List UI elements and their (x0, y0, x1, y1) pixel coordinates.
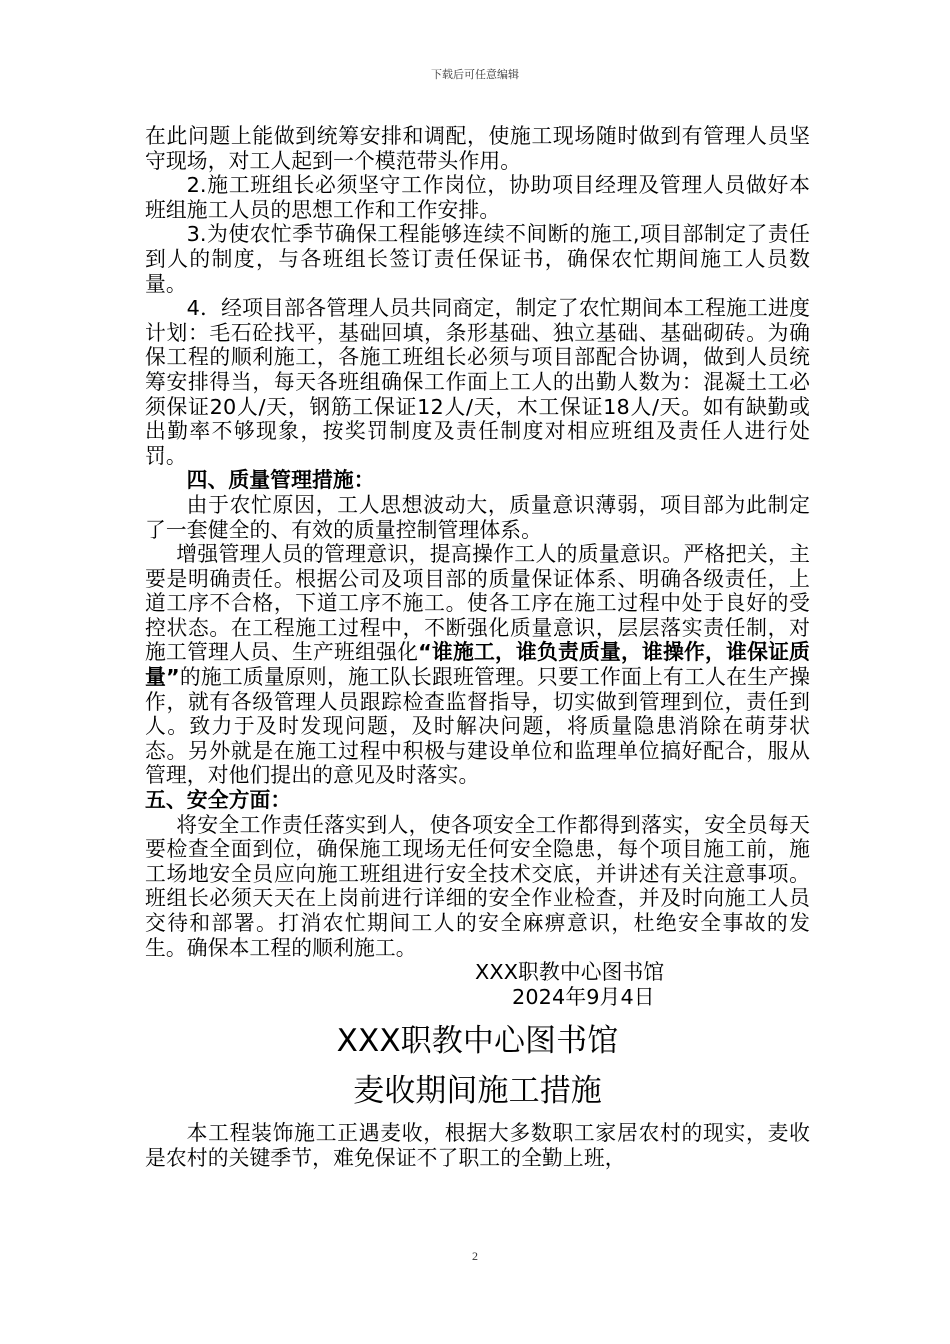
signature-date: 2024年9月4日 (512, 984, 655, 1009)
paragraph: 本工程装饰施工正遇麦收，根据大多数职工家居农村的现实，麦收是农村的关键季节，难免保证不了职工的全勤上班， (145, 1121, 810, 1170)
page-header: 下载后可任意编辑 (431, 68, 519, 81)
paragraph-text: 的施工质量原则，施工队长跟班管理。只要工作面上有工人在生产操作，就有各级管理人员跟踪检查监督指导，切实做到管理到位，责任到人。致力于及时发现问题，及时解决问题，将质量隐患消除在萌芽状态。另外就是在施工过程中积极与建设单位和监理单位搞好配合，服从管理，对他们提出的意见及时落实。 (145, 665, 810, 788)
quality-slogan: “谁施工，谁负责质量，谁操作，谁保证质量” (145, 640, 810, 690)
section-heading-safety: 五、安全方面： (145, 788, 292, 813)
section-heading-quality: 四、质量管理措施： (186, 468, 375, 493)
paragraph: 2.施工班组长必须坚守工作岗位，协助项目经理及管理人员做好本班组施工人员的思想工作和工作安排。 (145, 173, 810, 222)
paragraph: 将安全工作责任落实到人，使各项安全工作都得到落实，安全员每天要检查全面到位，确保施工现场无任何安全隐患，每个项目施工前，施工场地安全员应向施工班组进行安全技术交底，并讲述有关注意事项。班组长必须天天在上岗前进行详细的安全作业检查，并及时向施工人员交待和部署。打消农忙期间工人的安全麻痹意识，杜绝安全事故的发生。确保本工程的顺利施工。 (145, 812, 810, 960)
page-number: 2 (472, 1249, 478, 1263)
document-title: XXX职教中心图书馆 (336, 1023, 619, 1060)
paragraph: 由于农忙原因，工人思想波动大，质量意识薄弱，项目部为此制定了一套健全的、有效的质量控制管理体系。 (145, 492, 810, 542)
paragraph (145, 542, 810, 788)
paragraph-text: 增强管理人员的管理意识，提高操作工人的质量意识。严格把关，主要是明确责任。根据公司及项目部的质量保证体系、明确各级责任，上道工序不合格，下道工序不施工。使各工序在施工过程中处于良好的受控状态。在工程施工过程中，不断强化质量意识，层层落实责任制，对施工管理人员、生产班组强化 (145, 542, 810, 665)
document-subtitle: 麦收期间施工措施 (353, 1073, 602, 1110)
paragraph: 4．经项目部各管理人员共同商定，制定了农忙期间本工程施工进度计划：毛石砼找平，基础回填，条形基础、独立基础、基础砌砖。为确保工程的顺利施工，各施工班组长必须与项目部配合协调，做到人员统筹安排得当，每天各班组确保工作面上工人的出勤人数为：混凝土工必须保证20人/天，钢筋工保证12人/天，木工保证18人/天。如有缺勤或出勤率不够现象，按奖罚制度及责任制度对相应班组及责任人进行处罚。 (145, 296, 810, 468)
paragraph: 在此问题上能做到统筹安排和调配，使施工现场随时做到有管理人员坚守现场，对工人起到一个模范带头作用。 (145, 124, 810, 173)
signature-org: XXX职教中心图书馆 (475, 960, 665, 985)
document-body (145, 124, 810, 1171)
paragraph: 3.为使农忙季节确保工程能够连续不间断的施工,项目部制定了责任到人的制度，与各班组长签订责任保证书，确保农忙期间施工人员数量。 (145, 222, 810, 296)
